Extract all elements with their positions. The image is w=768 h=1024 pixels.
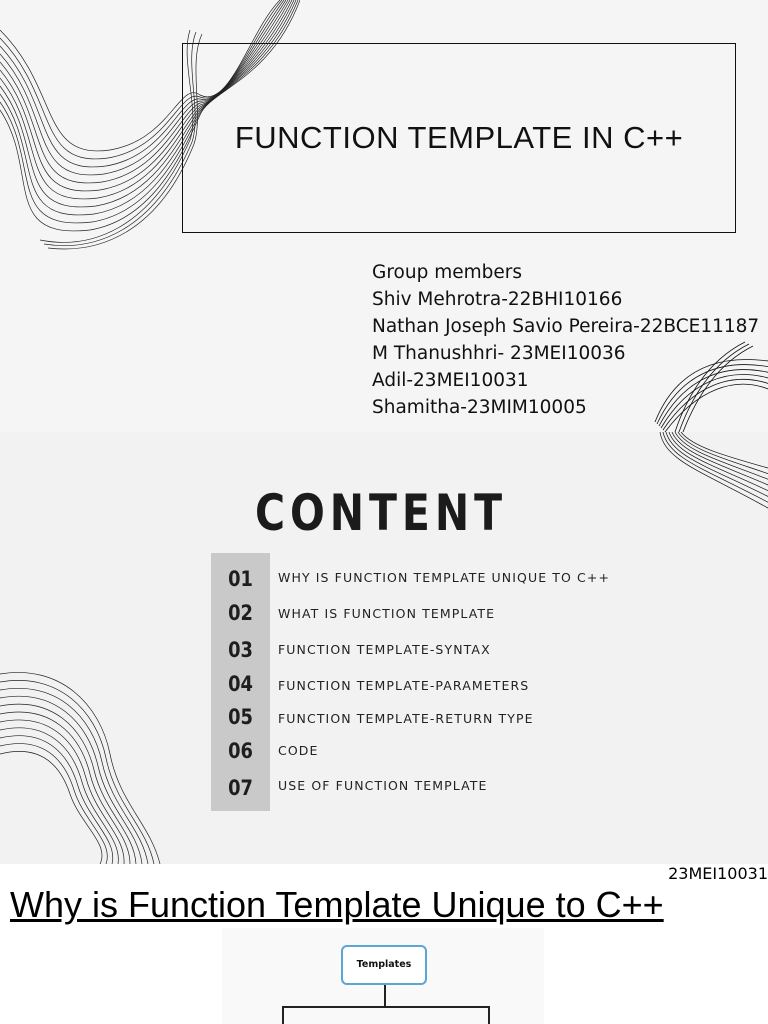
agenda-item: WHAT IS FUNCTION TEMPLATE [278, 606, 496, 621]
title-frame [182, 43, 736, 233]
agenda-item: FUNCTION TEMPLATE-RETURN TYPE [278, 711, 534, 726]
agenda-number: 07 [228, 776, 253, 800]
member-entry: M Thanushhri- 23MEI10036 [372, 343, 626, 364]
agenda-number: 03 [228, 638, 253, 662]
member-entry: Shiv Mehrotra-22BHI10166 [372, 289, 623, 310]
slide-title: Why is Function Template Unique to C++ [10, 884, 664, 925]
connector-line [384, 985, 386, 1007]
agenda-number: 01 [228, 567, 253, 591]
connector-line [488, 1006, 490, 1024]
unique-to-cpp-slide [0, 864, 768, 1024]
member-entry: Shamitha-23MIM10005 [372, 397, 587, 418]
agenda-item: FUNCTION TEMPLATE-SYNTAX [278, 642, 491, 657]
content-slide [0, 432, 768, 864]
member-entry: Nathan Joseph Savio Pereira-22BCE11187 [372, 316, 760, 337]
agenda-item: FUNCTION TEMPLATE-PARAMETERS [278, 678, 530, 693]
agenda-number: 05 [228, 705, 253, 729]
agenda-number: 06 [228, 739, 253, 763]
roll-number-tag: 23MEI10031 [668, 864, 768, 883]
connector-line [282, 1006, 284, 1024]
agenda-item: WHY IS FUNCTION TEMPLATE UNIQUE TO C++ [278, 570, 611, 585]
presentation-title: FUNCTION TEMPLATE IN C++ [234, 120, 684, 155]
templates-node: Templates [341, 945, 427, 985]
wave-lines-decoration-bottom-left [0, 664, 175, 864]
member-entry: Adil-23MEI10031 [372, 370, 529, 391]
agenda-item: CODE [278, 743, 319, 758]
wave-lines-decoration-top-right [655, 432, 768, 522]
wave-lines-decoration-bottom-right [645, 332, 768, 432]
agenda-item: USE OF FUNCTION TEMPLATE [278, 778, 488, 793]
agenda-number: 02 [228, 601, 253, 625]
agenda-number: 04 [228, 672, 253, 696]
group-members-heading: Group members [372, 262, 522, 283]
content-heading: CONTENT [255, 484, 507, 542]
templates-diagram [222, 928, 544, 1024]
title-slide [0, 0, 768, 432]
connector-line [282, 1006, 489, 1008]
